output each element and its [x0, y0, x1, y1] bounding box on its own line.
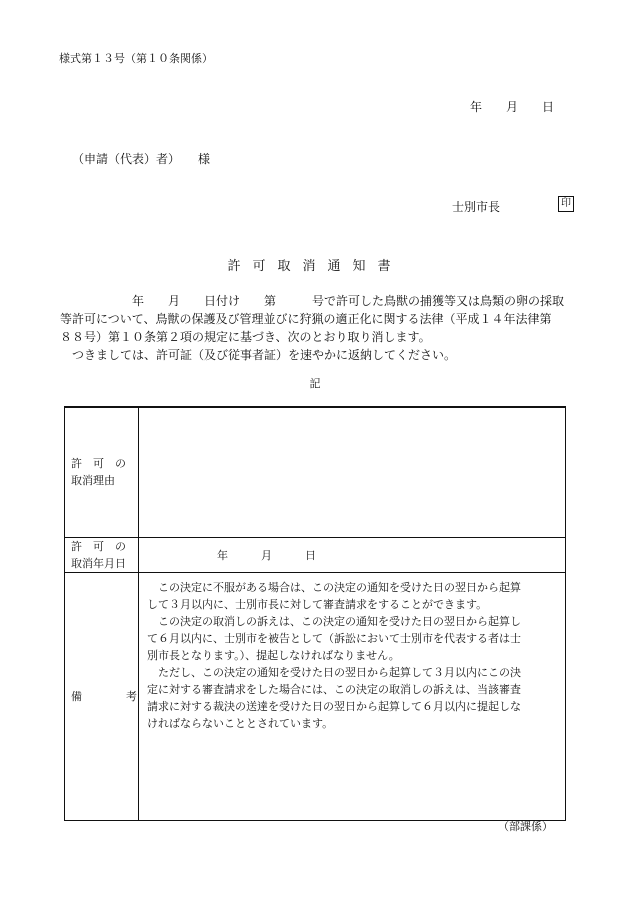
seal-mark: 印 — [558, 196, 574, 212]
date-value: 年 月 日 — [139, 537, 566, 572]
date-row — [65, 537, 566, 572]
form-number: 様式第１３号（第１０条関係） — [59, 52, 213, 65]
reason-label: 許 可 の 取消理由 — [71, 457, 126, 488]
department-footer: （部課係） — [498, 820, 553, 833]
date-line: 年 月 日 — [470, 100, 555, 114]
remarks-label-cell — [65, 572, 139, 820]
body-paragraph: 年 月 日付け 第 号で許可した鳥獣の捕獲等又は鳥類の卵の採取 等許可について、鳥獣の保護及び管理並びに狩猟の適正化に関する法律（平成１４年法律第 ８８号）第１０条第２項の規定に基づき、次のとおり取り消します。 つきましては、許可証（及び従事者証）を速やかに返納してください。 — [60, 294, 565, 362]
remarks-text: この決定に不服がある場合は、この決定の通知を受けた日の翌日から起算 して３月以内に、士別市長に対して審査請求をすることができます。 この決定の取消しの訴えは、この決定の通知を受けた日の翌日から起算し て６月以内に、士別市を被告として（訴訟において士別市を代表する者は士 別市長となります。）、提起しなければなりません。 ただし、この決定の通知を受けた日の翌日から起算して３月以内にこの決 定に対する審査請求をした場合には、この決定の取消しの訴えは、当該審査 請求に対する裁決の送達を受けた日の翌日から起算して６月以内に提起しな ければならないこととされています。 — [139, 572, 566, 820]
remarks-label: 備 考 — [71, 689, 137, 703]
reason-label-cell — [65, 407, 139, 537]
ki-marker: 記 — [309, 377, 321, 390]
applicant-line: （申請（代表）者） 様 — [72, 152, 211, 166]
reason-row — [65, 407, 566, 537]
reason-value-cell — [139, 407, 566, 537]
date-label: 許 可 の 取消年月日 — [71, 539, 126, 570]
document-title: 許可取消通知書 — [227, 259, 403, 274]
date-label-cell — [65, 537, 139, 572]
notice-table — [64, 406, 566, 821]
mayor-title: 士別市長 — [452, 200, 501, 214]
remarks-row — [65, 572, 566, 820]
